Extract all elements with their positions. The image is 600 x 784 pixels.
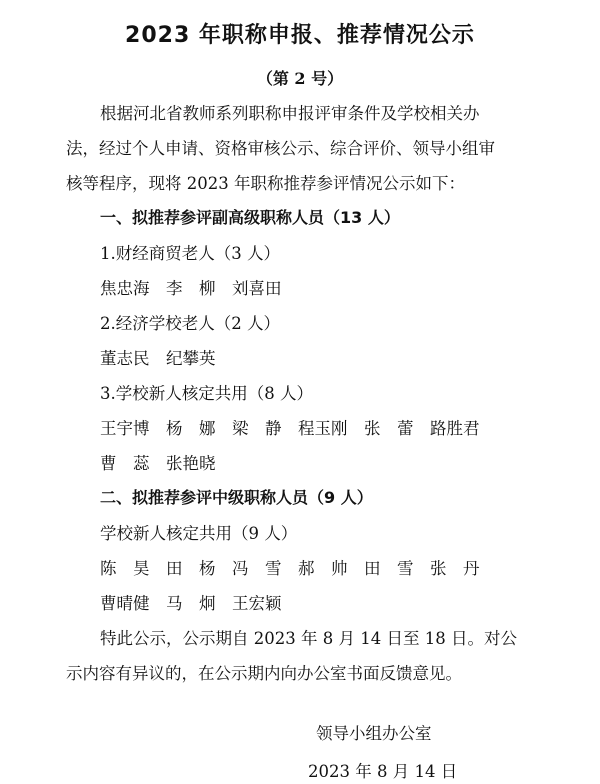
group2-label: 2.经济学校老人（2 人） [100, 314, 280, 333]
section1-heading: 一、拟推荐参评副高级职称人员（13 人） [100, 208, 400, 227]
group3-names-2: 曹 蕊 张艳晓 [100, 454, 216, 473]
section2-names-2: 曹晴健 马 炯 王宏颖 [100, 594, 282, 613]
group3-label: 3.学校新人核定共用（8 人） [100, 384, 313, 403]
group3-names: 王宇博 杨 娜 梁 静 程玉刚 张 蕾 路胜君 [100, 419, 480, 438]
closing-line-1: 特此公示，公示期自 2023 年 8 月 14 日至 18 日。对公 [100, 629, 517, 648]
section2-heading: 二、拟推荐参评中级职称人员（9 人） [100, 488, 373, 507]
document-title: 2023 年职称申报、推荐情况公示 [125, 23, 475, 48]
section2-label: 学校新人核定共用（9 人） [100, 524, 298, 543]
intro-line-2: 法，经过个人申请、资格审核公示、综合评价、领导小组审 [66, 139, 495, 158]
group1-label: 1.财经商贸老人（3 人） [100, 244, 280, 263]
signature-date: 2023 年 8 月 14 日 [308, 762, 458, 781]
group2-names: 董志民 纪攀英 [100, 349, 216, 368]
closing-line-2: 示内容有异议的，在公示期内向办公室书面反馈意见。 [66, 664, 462, 683]
group1-names: 焦忠海 李 柳 刘喜田 [100, 279, 282, 298]
intro-line-3: 核等程序，现将 2023 年职称推荐参评情况公示如下： [66, 174, 465, 193]
section2-names: 陈 昊 田 杨 冯 雪 郝 帅 田 雪 张 丹 [100, 559, 480, 578]
document-number: （第 2 号） [256, 69, 344, 88]
intro-line-1: 根据河北省教师系列职称申报评审条件及学校相关办 [100, 104, 480, 123]
signature-office: 领导小组办公室 [316, 724, 432, 743]
